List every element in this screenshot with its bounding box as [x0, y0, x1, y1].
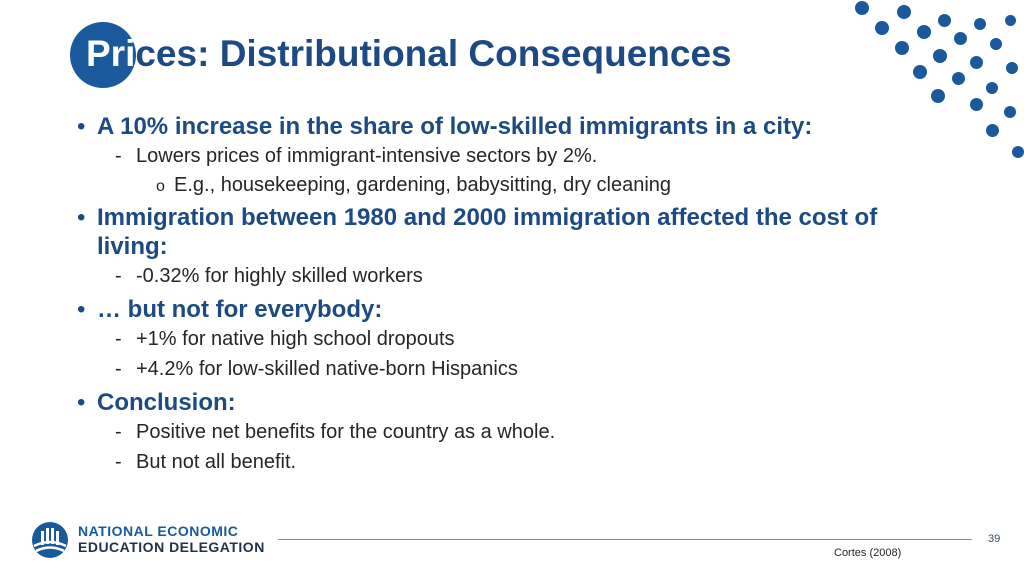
bullet-level2	[72, 447, 952, 477]
bullet-level1	[72, 388, 952, 417]
bullet-level1	[72, 203, 952, 261]
decorative-dot	[1006, 62, 1018, 74]
decorative-dot	[931, 89, 945, 103]
bullet-marker: -	[115, 328, 122, 350]
decorative-dot	[970, 98, 983, 111]
bullet-marker: •	[77, 296, 86, 323]
bullet-text: … but not for everybody:	[97, 296, 383, 323]
decorative-dot	[1005, 15, 1016, 26]
bullet-marker: -	[115, 358, 122, 380]
bullet-marker: •	[77, 204, 86, 231]
bullet-text: Immigration between 1980 and 2000 immigration affected the cost of living:	[97, 204, 878, 260]
page-number: 39	[988, 533, 1001, 545]
bullet-level2	[72, 261, 952, 291]
bullet-text: +1% for native high school dropouts	[136, 328, 455, 350]
footer-divider	[278, 539, 972, 540]
decorative-dot	[855, 1, 869, 15]
bullet-text: -0.32% for highly skilled workers	[136, 265, 423, 287]
bullet-marker: o	[156, 178, 165, 195]
decorative-dot	[952, 72, 965, 85]
bullet-text: E.g., housekeeping, gardening, babysitting, dry cleaning	[174, 174, 672, 196]
decorative-dot	[990, 38, 1002, 50]
slide-title	[86, 28, 732, 80]
decorative-dot	[895, 41, 909, 55]
citation: Cortes (2008)	[834, 547, 902, 559]
decorative-dot	[970, 56, 983, 69]
bullet-level1	[72, 112, 952, 141]
bullet-text: A 10% increase in the share of low-skilled immigrants in a city:	[97, 113, 813, 140]
decorative-dot	[986, 82, 998, 94]
bullet-text: +4.2% for low-skilled native-born Hispanics	[136, 358, 518, 380]
bullet-marker: -	[115, 265, 122, 287]
bullet-marker: -	[115, 421, 122, 443]
decorative-dot	[913, 65, 927, 79]
decorative-dot	[974, 18, 986, 30]
bullet-level2	[72, 141, 952, 171]
decorative-dot	[986, 124, 999, 137]
bullet-text: Lowers prices of immigrant-intensive sectors by 2%.	[136, 145, 598, 167]
title-rest: ces: Distributional Consequences	[135, 33, 732, 74]
bullet-level2	[72, 354, 952, 384]
decorative-dot	[933, 49, 947, 63]
decorative-dot	[875, 21, 889, 35]
decorative-dot	[954, 32, 967, 45]
slide-content	[72, 112, 952, 477]
bullet-level1	[72, 295, 952, 324]
need-logo-icon	[30, 520, 70, 560]
bullet-marker: •	[77, 113, 86, 140]
logo-text-line1: NATIONAL ECONOMIC	[78, 523, 239, 539]
bullet-text: Conclusion:	[97, 389, 236, 416]
bullet-level3	[72, 171, 952, 199]
bullet-marker: •	[77, 389, 86, 416]
bullet-text: But not all benefit.	[136, 451, 297, 473]
need-logo	[30, 520, 270, 560]
bullet-text: Positive net benefits for the country as a whole.	[136, 421, 556, 443]
decorative-dot	[897, 5, 911, 19]
bullet-level2	[72, 417, 952, 447]
bullet-marker: -	[115, 451, 122, 473]
bullet-level2	[72, 324, 952, 354]
bullet-marker: -	[115, 145, 122, 167]
decorative-dot	[1012, 146, 1024, 158]
decorative-dot	[917, 25, 931, 39]
decorative-dot	[1004, 106, 1016, 118]
title-first-letters: Pri	[86, 33, 136, 74]
logo-text-line2: EDUCATION DELEGATION	[78, 539, 265, 555]
decorative-dot	[938, 14, 951, 27]
